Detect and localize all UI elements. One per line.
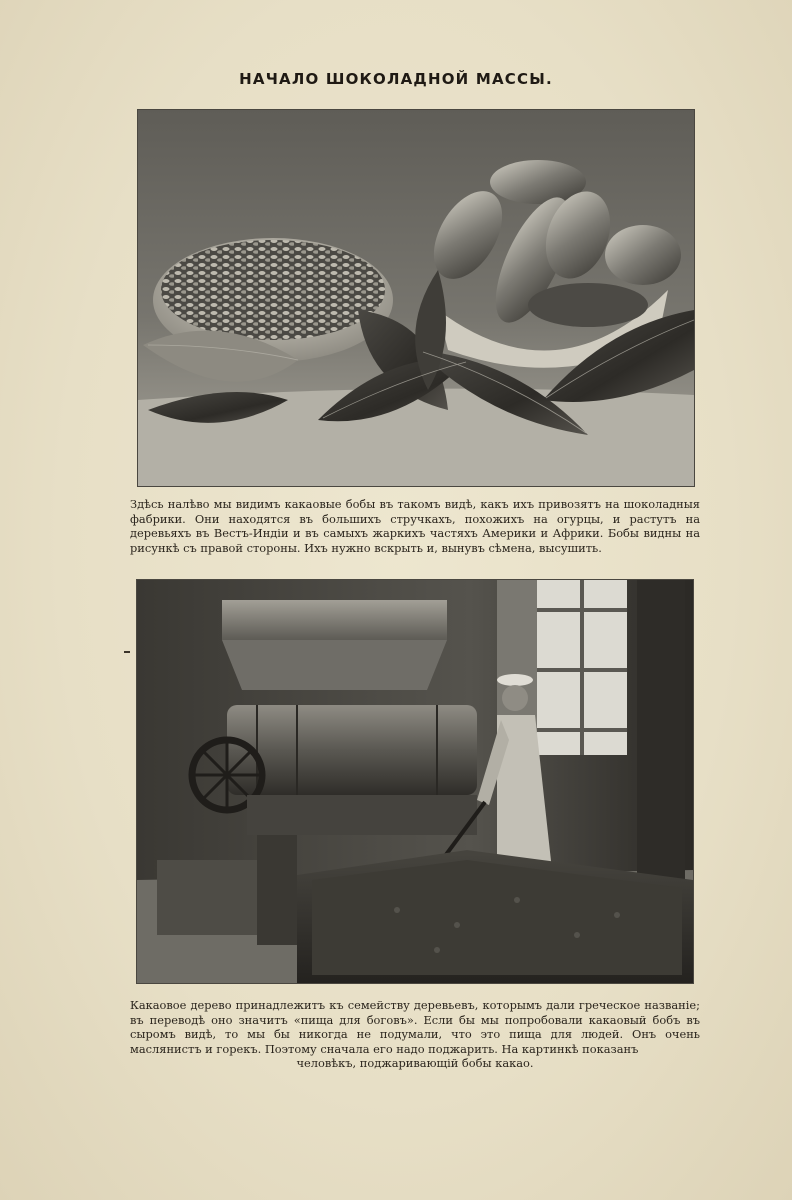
- figure2-caption: [130, 998, 700, 1071]
- page-title: НАЧАЛО ШОКОЛАДНОЙ МАССЫ.: [239, 70, 553, 88]
- figure2-caption-text: Какаовое дерево принадлежитъ къ семейству деревьевъ, которымъ дали греческое названіе; въ переводѣ оно значитъ «пища для боговъ». Если бы мы попробовали какаовый бобъ въ сыромъ видѣ, то мы бы никогда не подумали, что это пища для людей. Онъ очень маслянистъ и горекъ. Поэтому сначала его надо поджарить. На картинкѣ показанъ: [130, 998, 700, 1056]
- cacao-roasting-machine-photo: [137, 580, 693, 983]
- roasting-photo-illustration: [137, 580, 693, 983]
- margin-mark: [124, 651, 130, 653]
- cacao-photo-illustration: [138, 110, 694, 486]
- cacao-beans-and-pods-photo: [138, 110, 694, 486]
- figure2-caption-last-line: человѣкъ, поджаривающій бобы какао.: [296, 1056, 534, 1071]
- figure1-caption-text: Здѣсь налѣво мы видимъ какаовые бобы въ такомъ видѣ, какъ ихъ привозятъ на шоколадныя фабрики. Они находятся въ большихъ стручкахъ, похожихъ на огурцы, и растутъ на деревьяхъ въ Вестъ-Индіи и въ самыхъ жаркихъ частяхъ Америки и Африки. Бобы видны на рисункѣ съ правой стороны. Ихъ нужно вскрыть и, вынувъ сѣмена, высушить.: [130, 497, 700, 555]
- figure1-caption: [130, 497, 700, 555]
